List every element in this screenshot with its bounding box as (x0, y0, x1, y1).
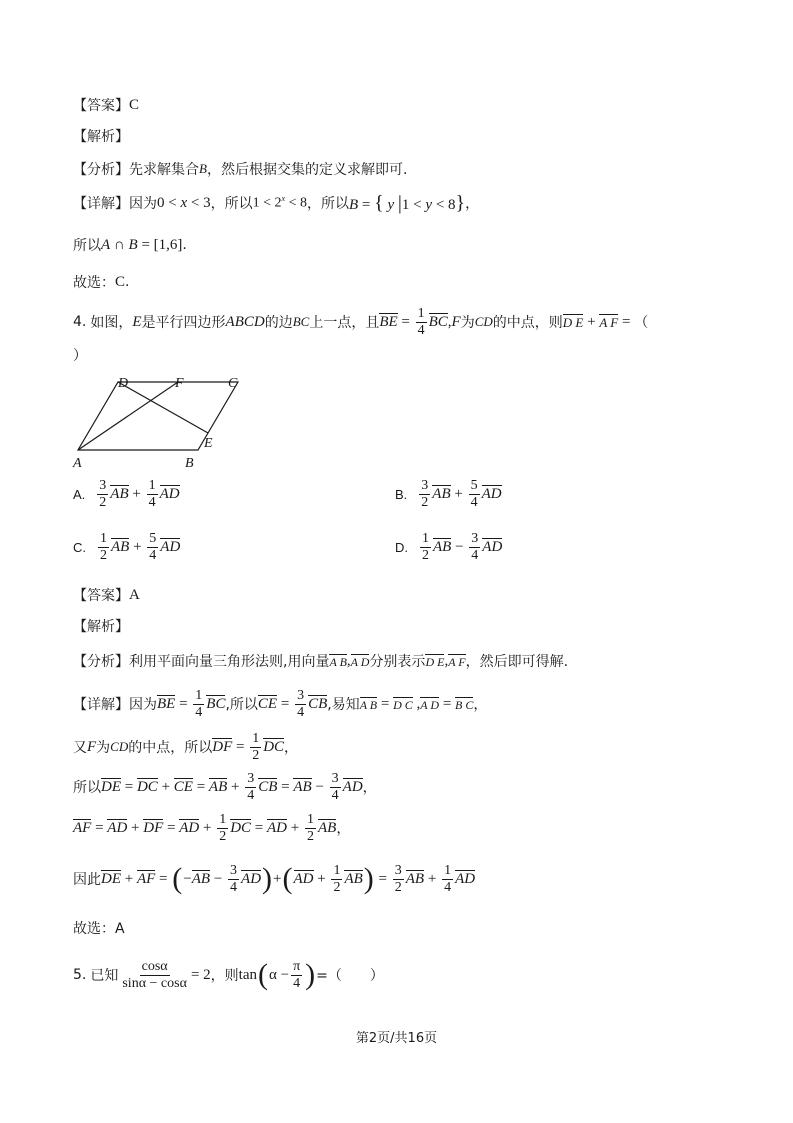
option-A[interactable]: A. 3 2 AB + $\frac{1}{4}$ AD (73, 478, 180, 510)
label-D: D (118, 376, 129, 391)
q3-fenxi-line: 【分析】 先求解集合 B ，然后根据交集的定义求解即可. (73, 161, 408, 178)
q4-answer-line: 【答案】 A (73, 586, 140, 604)
q4-result-line: 因此 DE + AF = ( − AB − $\frac{3}{4}$ AD ) + ( AD + $\frac{1}{2}$ AB ) = $\frac{3}{2}$ AB + $\frac{1}{4}$ AD (73, 862, 476, 895)
label-C: C (228, 376, 238, 391)
parallelogram-ABCD (78, 382, 238, 450)
parallelogram-figure (70, 372, 250, 472)
q4-fenxi-line: 【分析】 利用平面向量三角形法则,用向量 A B , A D 分别表示 D E , A F ，然后即可得解. (73, 652, 569, 670)
q4-midpoint-line: 又 F 为 CD 的中点，所以 DF = $\frac{1}{2}$ DC ， (73, 731, 299, 763)
answer-tag: 【答案】 (73, 98, 129, 114)
label-A: A (73, 456, 82, 471)
label-F: F (175, 376, 184, 391)
q4-stem: 4. 如图， E 是平行四边形 ABCD 的边 BC 上一点，且 BE = $\frac{1}{4}$ BC , F 为 CD 的中点，则 D E + A F = （ (73, 306, 649, 338)
label-E: E (204, 436, 213, 451)
answer-value: C (129, 96, 140, 113)
q5-stem: 5. 已知 $\frac{\cos\alpha}{\sin\alpha - \cos\alpha}$ = 2 ，则 tan ( α − $\frac{\pi}{4}$ ) =（ ） (73, 958, 384, 991)
label-B: B (185, 456, 194, 471)
option-D[interactable]: D. 1 2 AB − $\frac{3}{4}$ AD (395, 531, 503, 563)
q4-choose-line: 故选：A (73, 921, 125, 937)
q3-answer-line (73, 93, 139, 117)
segment-AF (78, 382, 178, 450)
page-footer: 第2页/共16页 (355, 1031, 438, 1046)
q4-xiangjie-line: 【详解】 因为 BE = $\frac{1}{4}$ BC ,所以 CE = $\frac{3}{4}$ CB ,易知 A B = D C , A D = B C ， (73, 688, 488, 720)
segment-DE (118, 382, 208, 433)
q3-xiangjie-line: 【详解】 因为 0 < x < 3 ，所以 $1 < 2^x < 8$ ，所以 B = { y |1 < y < 8} ， (73, 191, 480, 214)
q3-analysis-tag: 【解析】 (73, 129, 129, 145)
option-C[interactable]: C. 1 2 AB + $\frac{5}{4}$ AD (73, 531, 181, 563)
q4-AF-line: AF = AD + DF = AD + $\frac{1}{2}$ DC = AD + $\frac{1}{2}$ AB ， (73, 812, 351, 844)
q3-so-line: 所以 A ∩ B = [1,6] . (73, 236, 187, 254)
q4-stem-close: ） (73, 348, 87, 364)
q4-DE-line: 所以 DE = DC + CE = AB + $\frac{3}{4}$ CB = AB − $\frac{3}{4}$ AD ， (73, 771, 377, 803)
option-B[interactable]: B. 3 2 AB + $\frac{5}{4}$ AD (395, 478, 502, 510)
q4-analysis-tag: 【解析】 (73, 619, 129, 635)
q3-choose-line: 故选： C . (73, 273, 130, 291)
